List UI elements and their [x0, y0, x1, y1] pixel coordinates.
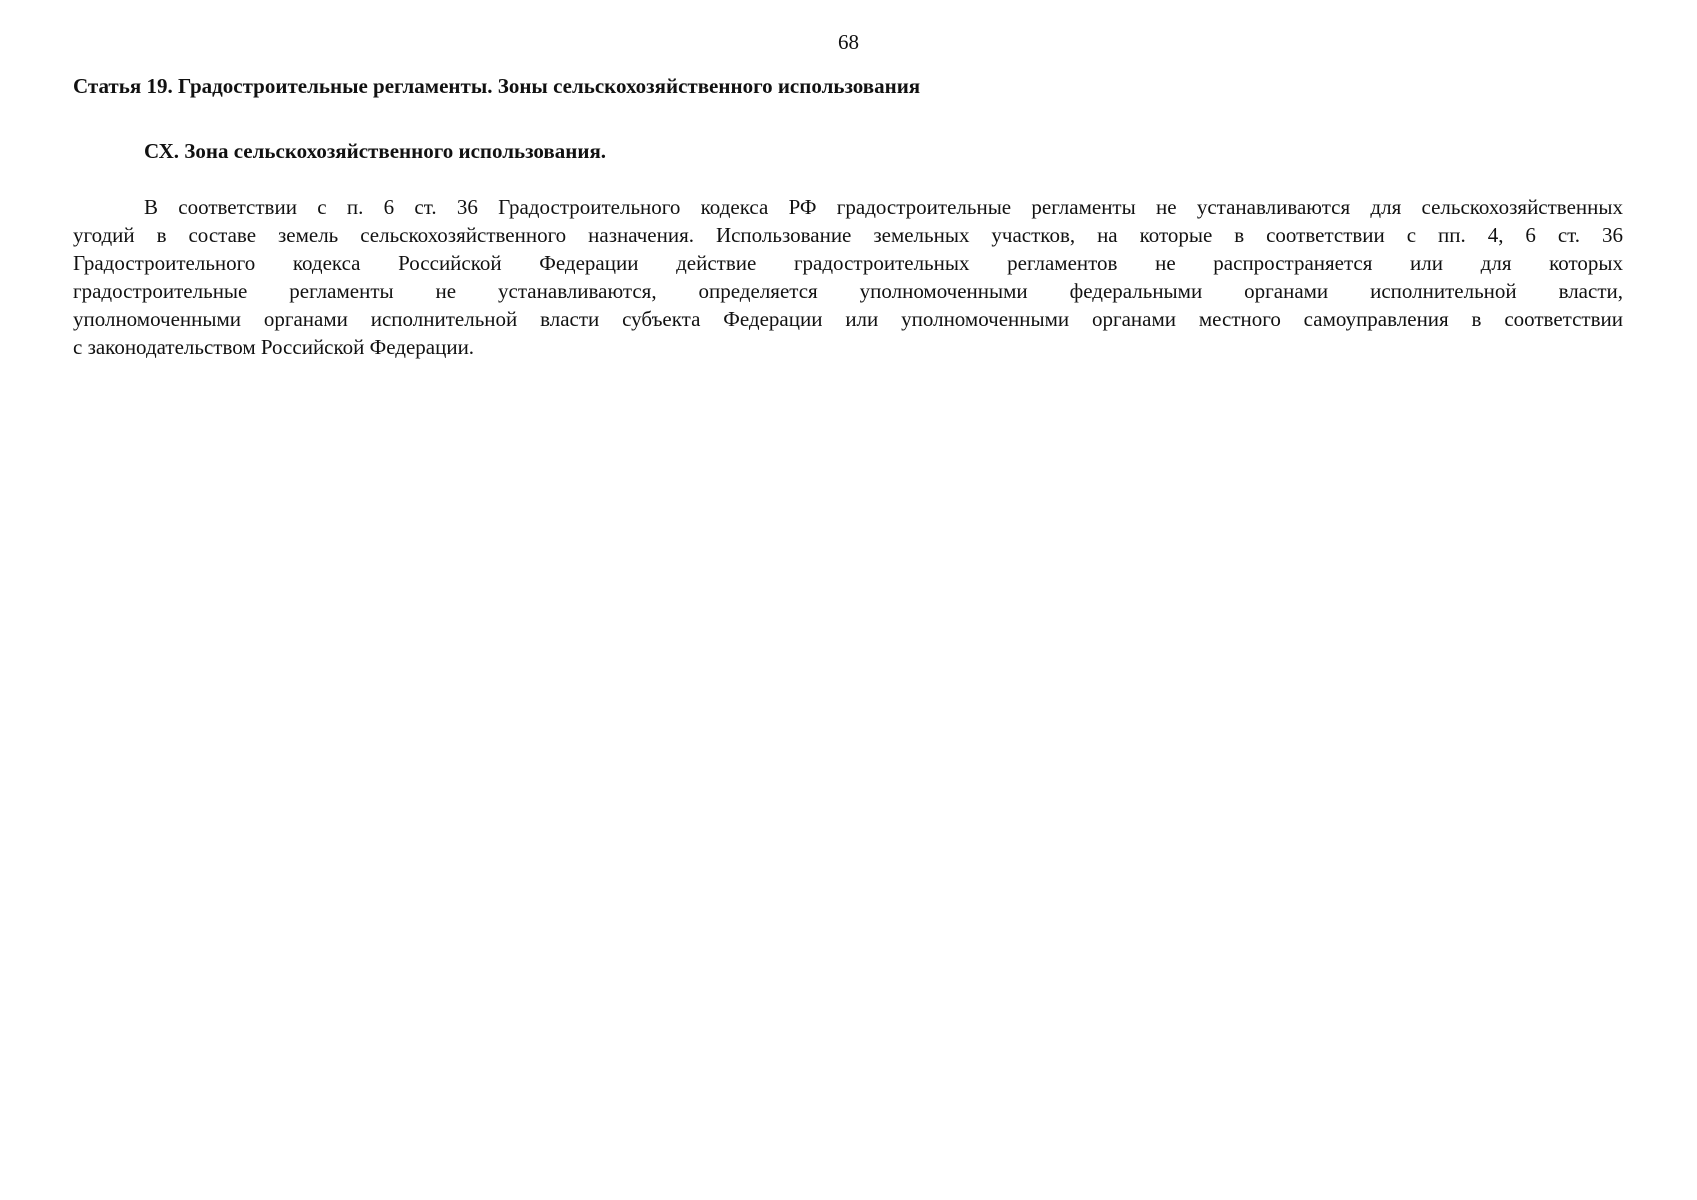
paragraph-line: В соответствии с п. 6 ст. 36 Градостроительного кодекса РФ градостроительные регламенты не устанавливаются для сельскохозяйственных [144, 195, 1623, 219]
article-title: Статья 19. Градостроительные регламенты. Зоны сельскохозяйственного использования [73, 74, 921, 98]
paragraph-line: уполномоченными органами исполнительной власти субъекта Федерации или уполномоченными органами местного самоуправления в соответствии [73, 307, 1623, 331]
paragraph-line: градостроительные регламенты не устанавливаются, определяется уполномоченными федеральными органами исполнительной власти, [73, 279, 1623, 303]
zone-title: СХ. Зона сельскохозяйственного использования. [144, 139, 607, 163]
body-paragraph [73, 193, 1623, 361]
page-number: 68 [838, 30, 859, 54]
paragraph-line: Градостроительного кодекса Российской Федерации действие градостроительных регламентов не распространяется или для которых [73, 251, 1623, 275]
paragraph-line: угодий в составе земель сельскохозяйственного назначения. Использование земельных участков, на которые в соответствии с пп. 4, 6 ст. 36 [73, 223, 1623, 247]
paragraph-line: с законодательством Российской Федерации. [73, 335, 475, 359]
